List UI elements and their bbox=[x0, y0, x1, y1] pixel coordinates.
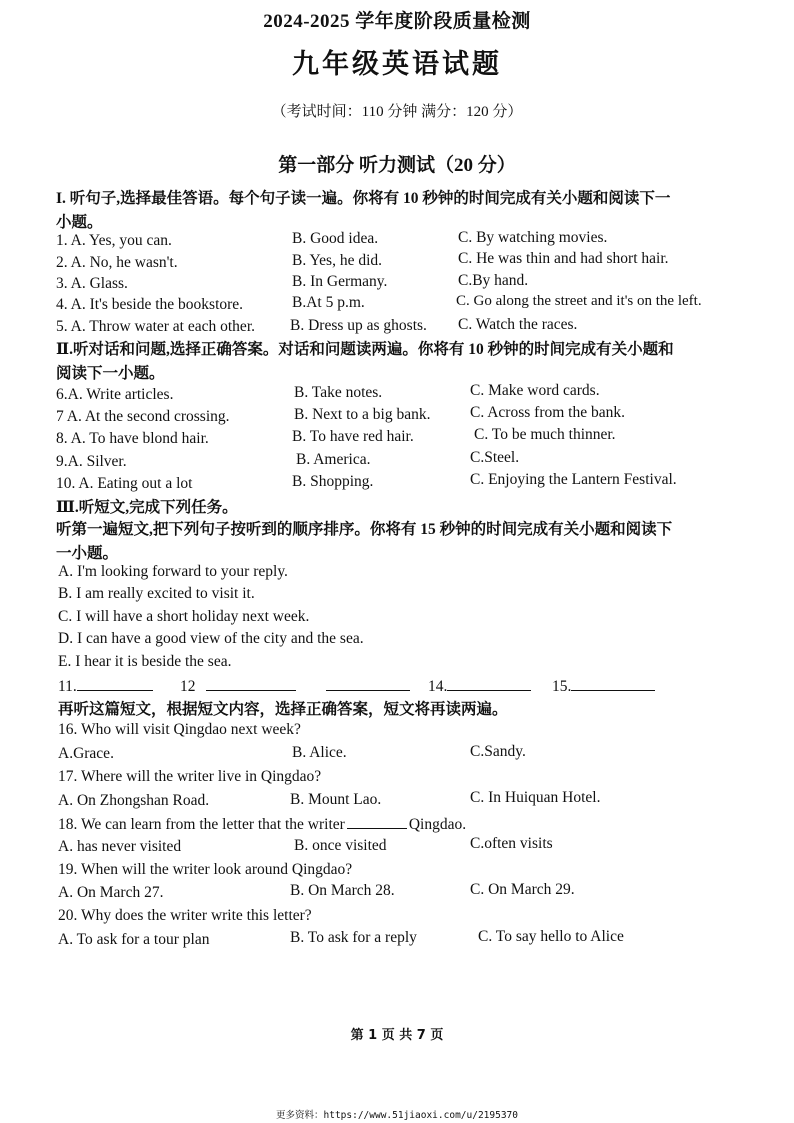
option-c: C. Go along the street and it's on the left. bbox=[456, 293, 702, 309]
blank-number: 14. bbox=[428, 678, 448, 695]
option-c: C.Sandy. bbox=[470, 743, 526, 760]
part-title: 第一部分 听力测试（20 分） bbox=[278, 155, 516, 176]
blank-line bbox=[326, 676, 410, 691]
option-c: C. Enjoying the Lantern Festival. bbox=[470, 471, 677, 488]
exam-series-title: 2024-2025 学年度阶段质量检测 bbox=[263, 11, 531, 32]
option-b: B. Yes, he did. bbox=[292, 252, 383, 269]
source-link[interactable]: 更多资料：https://www.51jiaoxi.com/u/2195370 bbox=[276, 1110, 518, 1121]
blank-line bbox=[77, 676, 153, 691]
option-b: B. America. bbox=[296, 451, 371, 468]
sentence-item: C. I will have a short holiday next week. bbox=[58, 608, 310, 625]
option-a: 6.A. Write articles. bbox=[56, 386, 174, 403]
section3-title: Ⅲ.听短文,完成下列任务。 bbox=[56, 499, 238, 516]
option-a: 4. A. It's beside the bookstore. bbox=[56, 296, 244, 313]
option-b: B. Mount Lao. bbox=[290, 791, 382, 808]
option-a: 7 A. At the second crossing. bbox=[56, 408, 230, 425]
question-stem: 19. When will the writer look around Qingdao? bbox=[58, 861, 353, 878]
question-stem: 17. Where will the writer live in Qingdao? bbox=[58, 768, 322, 785]
section1-instruction-cont: 小题。 bbox=[56, 214, 103, 231]
option-c: C. Watch the races. bbox=[458, 316, 578, 333]
blank-number: 11. bbox=[58, 678, 77, 695]
blank-line bbox=[571, 676, 655, 691]
answer-blank-11 bbox=[58, 676, 153, 696]
option-b: B. To have red hair. bbox=[292, 428, 414, 445]
option-a: 1. A. Yes, you can. bbox=[56, 232, 172, 249]
option-b: B. Alice. bbox=[292, 744, 347, 761]
option-c: C. By watching movies. bbox=[458, 229, 608, 246]
blank-line bbox=[447, 676, 531, 691]
blank-number: 12 bbox=[180, 678, 196, 695]
option-a: 10. A. Eating out a lot bbox=[56, 475, 193, 492]
option-a: A.Grace. bbox=[58, 745, 114, 762]
blank-number: 15. bbox=[552, 678, 572, 695]
option-c: C. On March 29. bbox=[470, 881, 575, 898]
answer-blank-14 bbox=[428, 676, 531, 696]
option-a: A. On Zhongshan Road. bbox=[58, 792, 210, 809]
section3-instruction-cont: 一小题。 bbox=[56, 545, 119, 562]
answer-blank-13 bbox=[326, 676, 410, 696]
question-stem bbox=[58, 814, 466, 834]
option-b: B.At 5 p.m. bbox=[292, 294, 365, 311]
question-text-end: Qingdao. bbox=[408, 816, 467, 833]
sentence-item: A. I'm looking forward to your reply. bbox=[58, 563, 288, 580]
answer-blank-15 bbox=[552, 676, 655, 696]
option-b: B. Good idea. bbox=[292, 230, 379, 247]
blank-line bbox=[347, 814, 407, 829]
sentence-item: B. I am really excited to visit it. bbox=[58, 585, 255, 602]
option-b: B. once visited bbox=[294, 837, 387, 854]
option-a: 5. A. Throw water at each other. bbox=[56, 318, 255, 335]
option-a: 9.A. Silver. bbox=[56, 453, 127, 470]
option-b: B. To ask for a reply bbox=[290, 929, 417, 946]
option-a: 2. A. No, he wasn't. bbox=[56, 254, 178, 271]
question-text: 18. We can learn from the letter that the writer bbox=[58, 816, 345, 833]
option-b: B. Shopping. bbox=[292, 473, 374, 490]
option-b: B. Next to a big bank. bbox=[294, 406, 431, 423]
sentence-item: E. I hear it is beside the sea. bbox=[58, 653, 232, 670]
option-c: C. Make word cards. bbox=[470, 382, 600, 399]
question-stem: 20. Why does the writer write this letter? bbox=[58, 907, 312, 924]
option-c: C.By hand. bbox=[458, 272, 529, 289]
option-a: A. On March 27. bbox=[58, 884, 164, 901]
sentence-item: D. I can have a good view of the city and the sea. bbox=[58, 630, 364, 647]
section3-second-instruction: 再听这篇短文，根据短文内容，选择正确答案，短文将再读两遍。 bbox=[58, 701, 508, 718]
option-a: 3. A. Glass. bbox=[56, 275, 128, 292]
answer-blank-12 bbox=[180, 676, 296, 696]
option-c: C. He was thin and had short hair. bbox=[458, 250, 669, 267]
option-c: C. To be much thinner. bbox=[474, 426, 616, 443]
option-b: B. In Germany. bbox=[292, 273, 388, 290]
option-a: A. To ask for a tour plan bbox=[58, 931, 210, 948]
option-b: B. Take notes. bbox=[294, 384, 383, 401]
section1-instruction: I. 听句子,选择最佳答语。每个句子读一遍。你将有 10 秒钟的时间完成有关小题和阅读下一 bbox=[56, 190, 671, 207]
option-c: C.Steel. bbox=[470, 449, 520, 466]
section3-instruction: 听第一遍短文,把下列句子按听到的顺序排序。你将有 15 秒钟的时间完成有关小题和阅读下 bbox=[56, 521, 673, 538]
option-c: C. To say hello to Alice bbox=[478, 928, 624, 945]
option-a: 8. A. To have blond hair. bbox=[56, 430, 209, 447]
option-a: A. has never visited bbox=[58, 838, 182, 855]
section2-instruction: Ⅱ.听对话和问题,选择正确答案。对话和问题读两遍。你将有 10 秒钟的时间完成有关小题和 bbox=[56, 341, 674, 358]
option-b: B. Dress up as ghosts. bbox=[290, 317, 427, 334]
option-c: C.often visits bbox=[470, 835, 553, 852]
page-number: 第 1 页 共 7 页 bbox=[350, 1028, 444, 1043]
blank-line bbox=[206, 676, 296, 691]
option-b: B. On March 28. bbox=[290, 882, 395, 899]
option-c: C. Across from the bank. bbox=[470, 404, 625, 421]
exam-title: 九年级英语试题 bbox=[292, 49, 502, 79]
section2-instruction-cont: 阅读下一小题。 bbox=[56, 365, 165, 382]
option-c: C. In Huiquan Hotel. bbox=[470, 789, 601, 806]
exam-info: （考试时间：110 分钟 满分：120 分） bbox=[271, 104, 523, 120]
question-stem: 16. Who will visit Qingdao next week? bbox=[58, 721, 301, 738]
